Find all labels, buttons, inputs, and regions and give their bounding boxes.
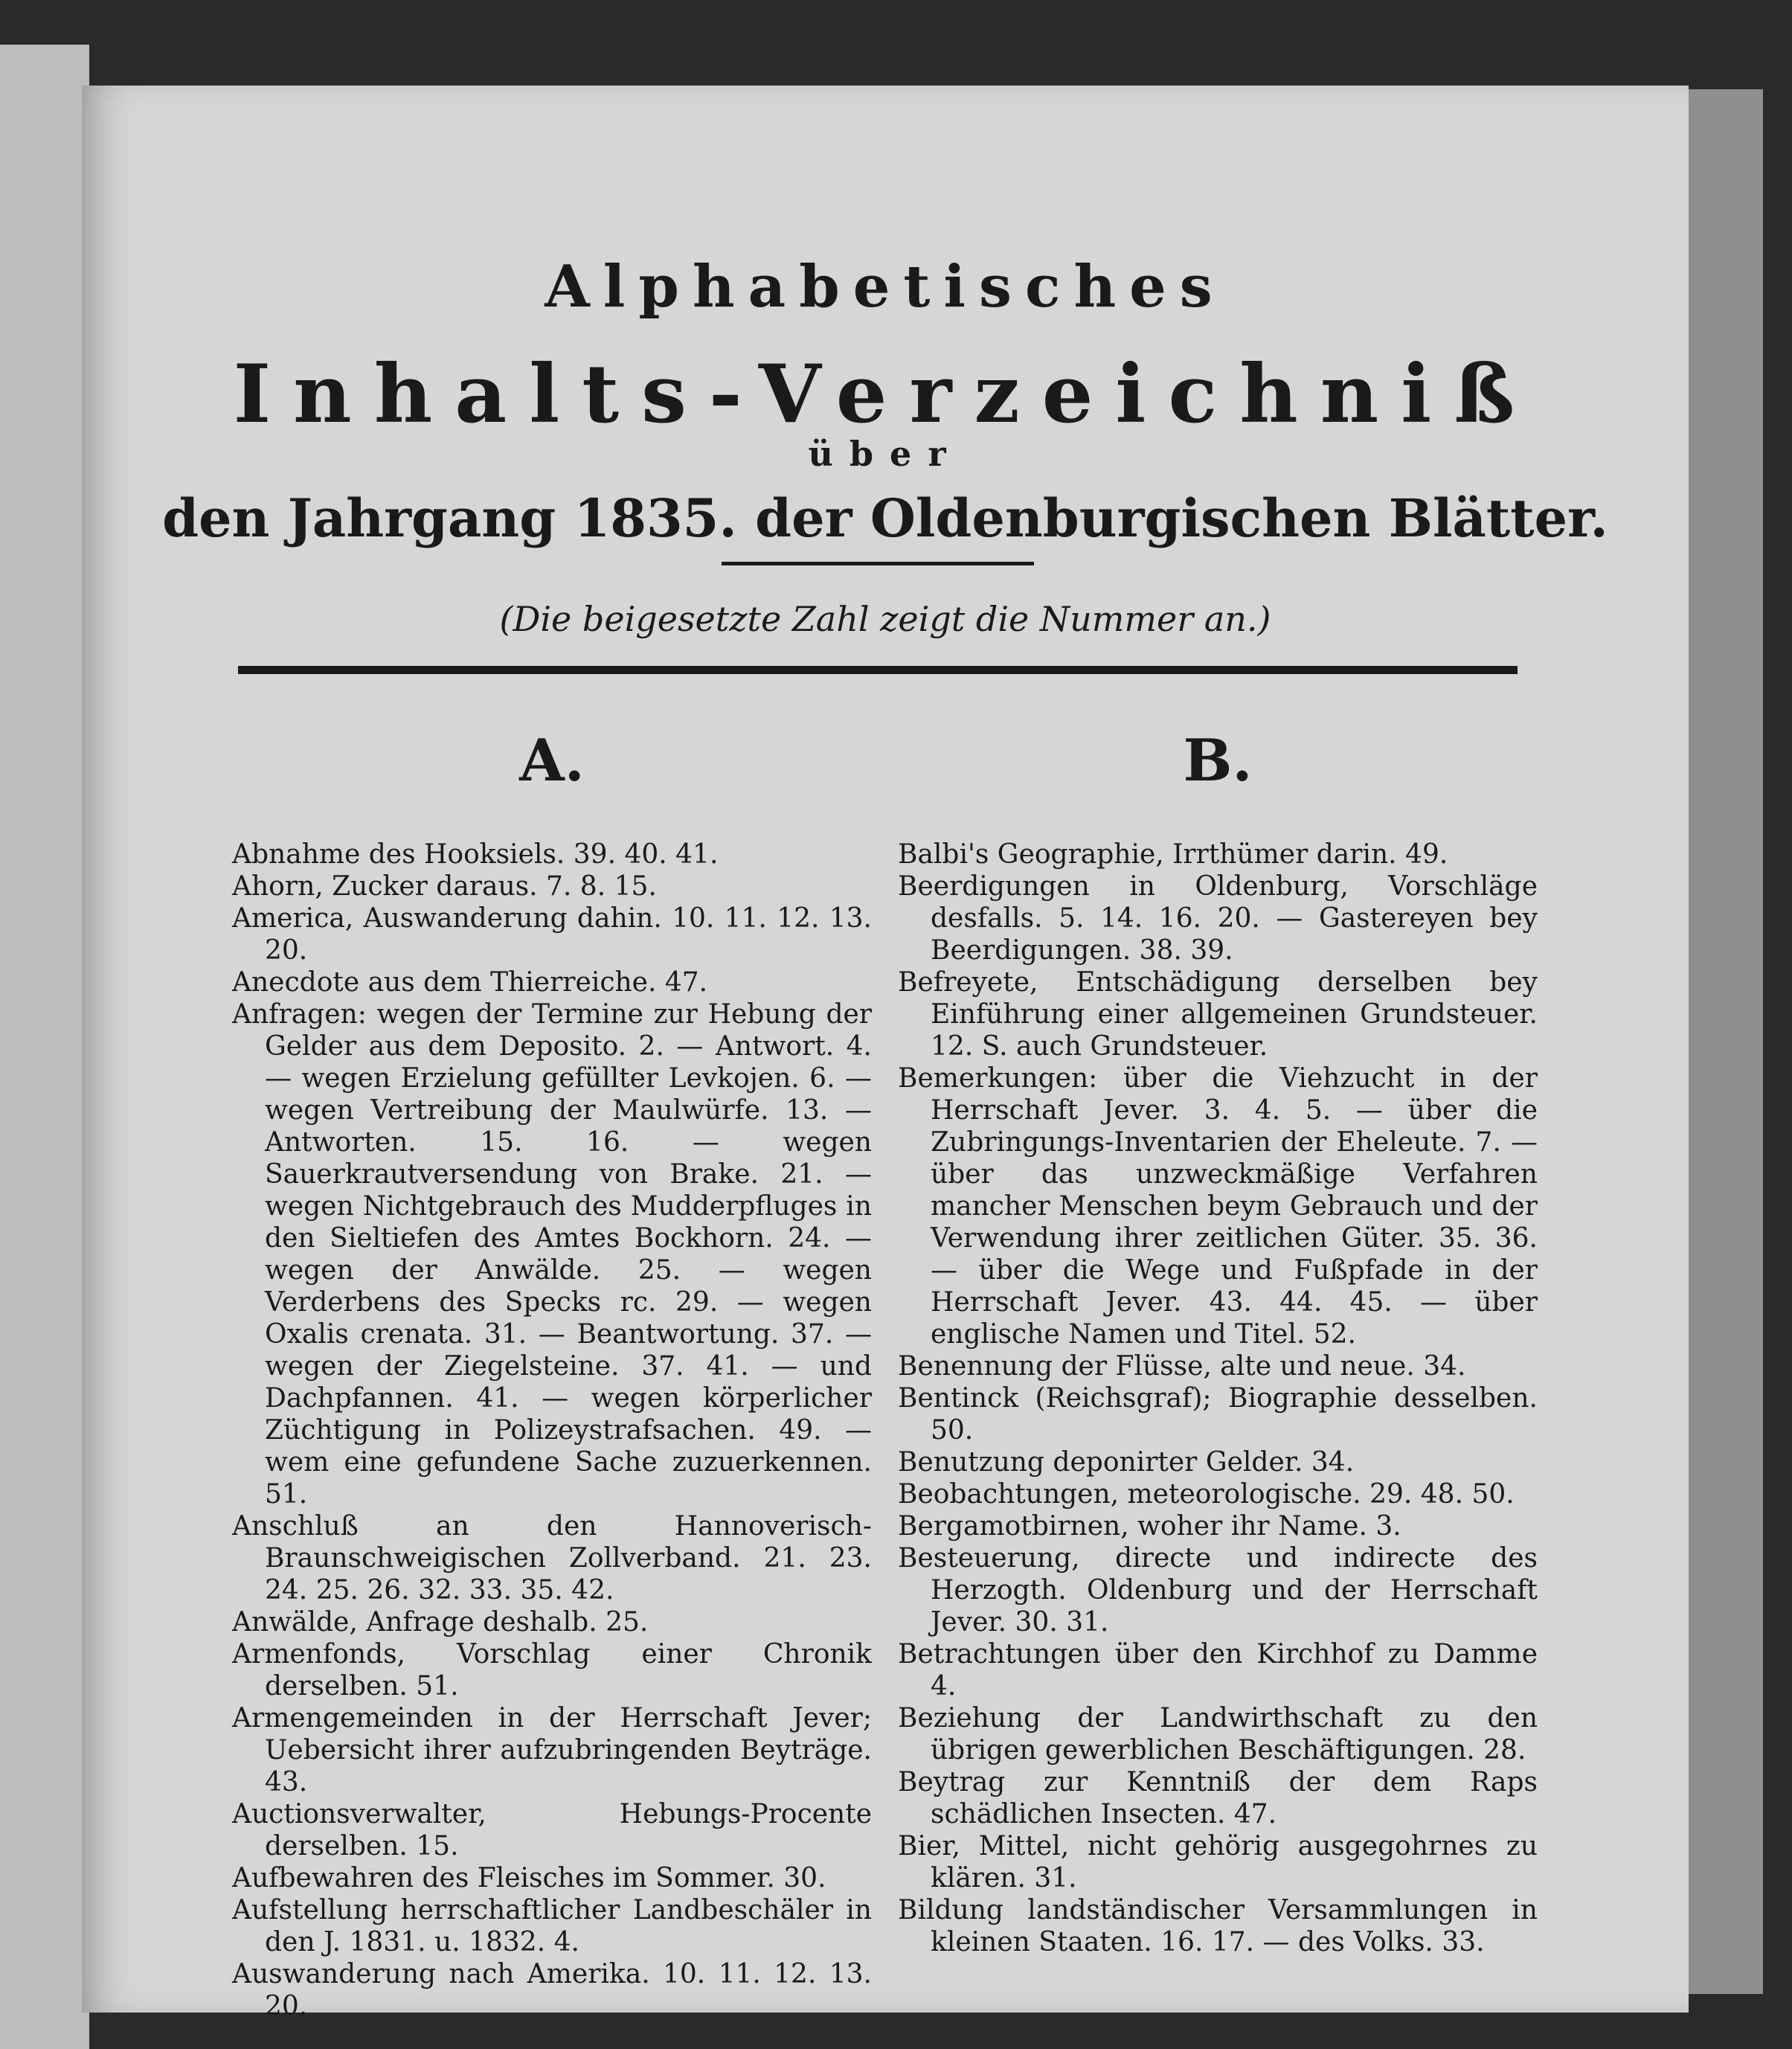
entries-list-b xyxy=(898,838,1538,1958)
title-line-1: Alphabetisches xyxy=(545,253,1226,321)
index-entry: Aufbewahren des Fleisches im Sommer. 30. xyxy=(232,1863,826,1894)
index-entry: Abnahme des Hooksiels. 39. 40. 41. xyxy=(232,839,719,870)
index-entry: Benennung der Flüsse, alte und neue. 34. xyxy=(898,1351,1466,1382)
section-letter-a: A. xyxy=(519,727,585,795)
index-entry: Anfragen: wegen der Termine zur Hebung der Gelder aus dem Deposito. 2. — Antwort. 4. — wegen Erzielung gefüllter Levkojen. 6. — wegen Vertreibung der Maulwürfe. 13. — Antworten. 15. 16. — wegen Sauerkrautversendung von Brake. 21. — wegen Nichtgebrauch des Mudderpfluges in den Sieltiefen des Amtes Bockhorn. 24. — wegen der Anwälde. 25. — wegen Verderbens des Specks rc. 29. — wegen Oxalis crenata. 31. — Beantwortung. 37. — wegen der Ziegelsteine. 37. 41. — und Dachpfannen. 41. — wegen körperlicher Züchtigung in Polizeystrafsachen. 49. — wem eine gefundene Sache zuzuerkennen. 51. xyxy=(232,999,872,1510)
index-entry: America, Auswanderung dahin. 10. 11. 12. 13. 20. xyxy=(232,903,872,966)
index-entry: Anecdote aus dem Thierreiche. 47. xyxy=(232,967,708,998)
book-page xyxy=(82,86,1689,2021)
index-entry: Beziehung der Landwirthschaft zu den übrigen gewerblichen Beschäftigungen. 28. xyxy=(898,1703,1538,1766)
book-cover-left xyxy=(0,45,89,2049)
index-entry: Anschluß an den Hannoverisch-Braunschweigischen Zollverband. 21. 23. 24. 25. 26. 32. 33. 35. 42. xyxy=(232,1511,872,1606)
index-entry: Bemerkungen: über die Viehzucht in der Herrschaft Jever. 3. 4. 5. — über die Zubringungs-Inventarien der Eheleute. 7. — über das unzweckmäßige Verfahren mancher Menschen beym Gebrauch und der Verwendung ihrer zeitlichen Güter. 35. 36. — über die Wege und Fußpfade in der Herrschaft Jever. 43. 44. 45. — über englische Namen und Titel. 52. xyxy=(898,1063,1538,1350)
section-letter-b: B. xyxy=(1183,727,1253,795)
index-entry: Beerdigungen in Oldenburg, Vorschläge desfalls. 5. 14. 16. 20. — Gastereyen bey Beerdigungen. 38. 39. xyxy=(898,871,1538,966)
index-entry: Bentinck (Reichsgraf); Biographie desselben. 50. xyxy=(898,1383,1538,1446)
title-line-2: Inhalts-Verzeichniß xyxy=(233,347,1538,441)
entries-list-a xyxy=(232,838,872,2022)
index-entry: Anwälde, Anfrage deshalb. 25. xyxy=(232,1607,649,1638)
index-entry: Auswanderung nach Amerika. 10. 11. 12. 13. 20. xyxy=(232,1959,872,2021)
index-entry: Armengemeinden in der Herrschaft Jever; Uebersicht ihrer aufzubringenden Beyträge. 43. xyxy=(232,1703,872,1798)
short-divider xyxy=(722,562,1034,565)
index-entry: Armenfonds, Vorschlag einer Chronik derselben. 51. xyxy=(232,1639,872,1702)
index-entry: Beytrag zur Kenntniß der dem Raps schädlichen Insecten. 47. xyxy=(898,1767,1538,1830)
index-entry: Bier, Mittel, nicht gehörig ausgegohrnes zu klären. 31. xyxy=(898,1831,1538,1894)
index-entry: Betrachtungen über den Kirchhof zu Damme 4. xyxy=(898,1639,1538,1702)
index-entry: Auctionsverwalter, Hebungs-Procente derselben. 15. xyxy=(232,1799,872,1862)
column-a xyxy=(232,725,872,2022)
index-entry: Befreyete, Entschädigung derselben bey Einführung einer allgemeinen Grundsteuer. 12. S. auch Grundsteuer. xyxy=(898,967,1538,1062)
index-entry: Balbi's Geographie, Irrthümer darin. 49. xyxy=(898,839,1448,870)
column-b xyxy=(898,725,1538,1958)
title-line-3: über xyxy=(808,434,963,474)
thick-divider xyxy=(238,666,1518,674)
index-entry: Aufstellung herrschaftlicher Landbeschäler in den J. 1831. u. 1832. 4. xyxy=(232,1895,872,1957)
title-line-4: den Jahrgang 1835. der Oldenburgischen Blätter. xyxy=(162,487,1608,549)
index-entry: Besteuerung, directe und indirecte des Herzogth. Oldenburg und der Herrschaft Jever. 30. 31. xyxy=(898,1543,1538,1638)
page-note: (Die beigesetzte Zahl zeigt die Nummer an.) xyxy=(499,599,1271,639)
index-entry: Bildung landständischer Versammlungen in kleinen Staaten. 16. 17. — des Volks. 33. xyxy=(898,1895,1538,1957)
index-entry: Ahorn, Zucker daraus. 7. 8. 15. xyxy=(232,871,657,902)
index-entry: Bergamotbirnen, woher ihr Name. 3. xyxy=(898,1511,1401,1542)
index-entry: Benutzung deponirter Gelder. 34. xyxy=(898,1447,1355,1478)
index-entry: Beobachtungen, meteorologische. 29. 48. 50. xyxy=(898,1479,1515,1510)
